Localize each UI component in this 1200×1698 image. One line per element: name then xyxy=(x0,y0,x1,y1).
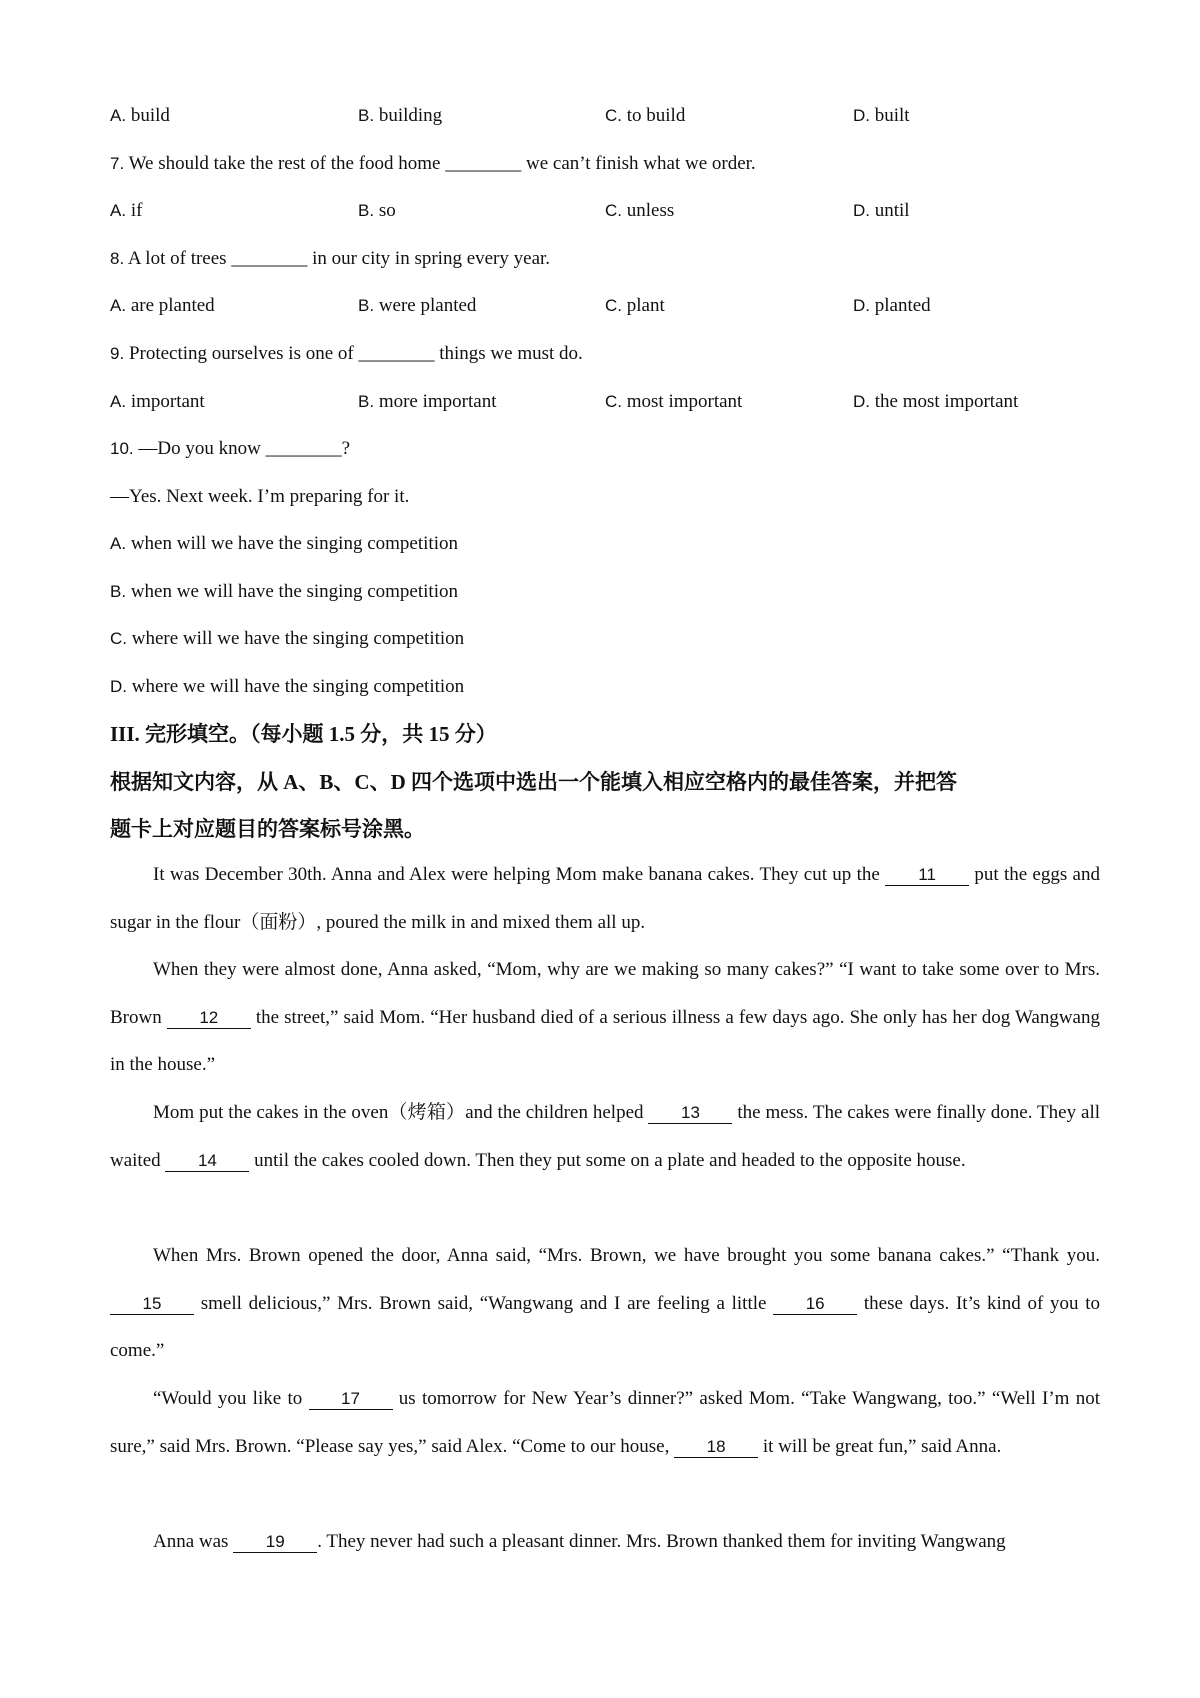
q10-option-a[interactable]: A. when will we have the singing competition xyxy=(110,533,458,554)
q7-option-c[interactable]: C. unless xyxy=(605,200,675,221)
q10-option-b[interactable]: B. when we will have the singing competition xyxy=(110,581,458,602)
q9-option-b[interactable]: B. more important xyxy=(358,391,497,412)
q6-option-b[interactable]: B. building xyxy=(358,105,443,126)
q6-options xyxy=(110,104,1110,128)
q9-options xyxy=(110,390,1110,414)
q10-option-c[interactable]: C. where will we have the singing competition xyxy=(110,628,465,649)
blank-18[interactable]: 18 xyxy=(674,1437,758,1458)
question-8: 8. A lot of trees ________ in our city in spring every year. xyxy=(110,248,551,269)
passage-paragraph-5: “Would you like to 17 us tomorrow for New Year’s dinner?” asked Mom. “Take Wangwang, too.” “Well I’m not sure,” said Mrs. Brown. “Please say yes,” said Alex. “Come to our house, 18 it will be great fun,” said Anna. xyxy=(110,1388,1100,1457)
q8-option-a[interactable]: A. are planted xyxy=(110,295,215,316)
q6-option-a[interactable]: A. build xyxy=(110,105,170,126)
blank-13[interactable]: 13 xyxy=(648,1103,732,1124)
q10-option-d[interactable]: D. where we will have the singing competition xyxy=(110,676,465,697)
question-9: 9. Protecting ourselves is one of ________ things we must do. xyxy=(110,343,583,364)
blank-19[interactable]: 19 xyxy=(233,1532,317,1553)
passage-paragraph-6: Anna was 19 . They never had such a pleasant dinner. Mrs. Brown thanked them for inviting Wangwang xyxy=(153,1531,1006,1552)
q7-options xyxy=(110,199,1110,223)
blank-16[interactable]: 16 xyxy=(773,1294,857,1315)
passage-paragraph-3: Mom put the cakes in the oven（烤箱）and the children helped 13 the mess. The cakes were finally done. They all waited 14 until the cakes cooled down. Then they put some on a plate and headed to the opposite house. xyxy=(110,1102,1101,1171)
question-7: 7. We should take the rest of the food home ________ we can’t finish what we order. xyxy=(110,153,756,174)
blank-14[interactable]: 14 xyxy=(165,1151,249,1172)
q7-option-a[interactable]: A. if xyxy=(110,200,143,221)
q7-option-b[interactable]: B. so xyxy=(358,200,396,221)
q6-option-d[interactable]: D. built xyxy=(853,105,910,126)
q8-option-d[interactable]: D. planted xyxy=(853,295,931,316)
passage-paragraph-2: When they were almost done, Anna asked, “Mom, why are we making so many cakes?” “I want to take some over to Mrs. Brown 12 the street,” said Mom. “Her husband died of a serious illness a few days ago. She only has her dog Wangwang in the house.” xyxy=(110,959,1100,1076)
blank-12[interactable]: 12 xyxy=(167,1008,251,1029)
section-instruction-2: 题卡上对应题目的答案标号涂黑。 xyxy=(110,817,425,841)
q8-option-b[interactable]: B. were planted xyxy=(358,295,477,316)
question-10: 10. —Do you know ________? xyxy=(110,438,351,459)
section-heading: III. 完形填空。（每小题 1.5 分，共 15 分） xyxy=(110,722,497,746)
section-instruction-1: 根据知文内容，从 A、B、C、D 四个选项中选出一个能填入相应空格内的最佳答案，并把答 xyxy=(110,770,957,794)
passage-paragraph-4: When Mrs. Brown opened the door, Anna said, “Mrs. Brown, we have brought you some banana cakes.” “Thank you. 15 smell delicious,” Mrs. Brown said, “Wangwang and I are feeling a little 16 these days. It’s kind of you to come.” xyxy=(110,1245,1100,1362)
q9-option-a[interactable]: A. important xyxy=(110,391,205,412)
blank-11[interactable]: 11 xyxy=(885,865,969,886)
q9-option-d[interactable]: D. the most important xyxy=(853,391,1019,412)
blank-17[interactable]: 17 xyxy=(309,1389,393,1410)
q7-option-d[interactable]: D. until xyxy=(853,200,910,221)
q8-options xyxy=(110,294,1110,318)
question-10-reply: —Yes. Next week. I’m preparing for it. xyxy=(110,486,410,507)
q8-option-c[interactable]: C. plant xyxy=(605,295,665,316)
q9-option-c[interactable]: C. most important xyxy=(605,391,743,412)
blank-15[interactable]: 15 xyxy=(110,1294,194,1315)
passage-paragraph-1: It was December 30th. Anna and Alex were helping Mom make banana cakes. They cut up the 11 put the eggs and sugar in the flour（面粉）, poured the milk in and mixed them all up. xyxy=(110,864,1100,933)
q6-option-c[interactable]: C. to build xyxy=(605,105,686,126)
